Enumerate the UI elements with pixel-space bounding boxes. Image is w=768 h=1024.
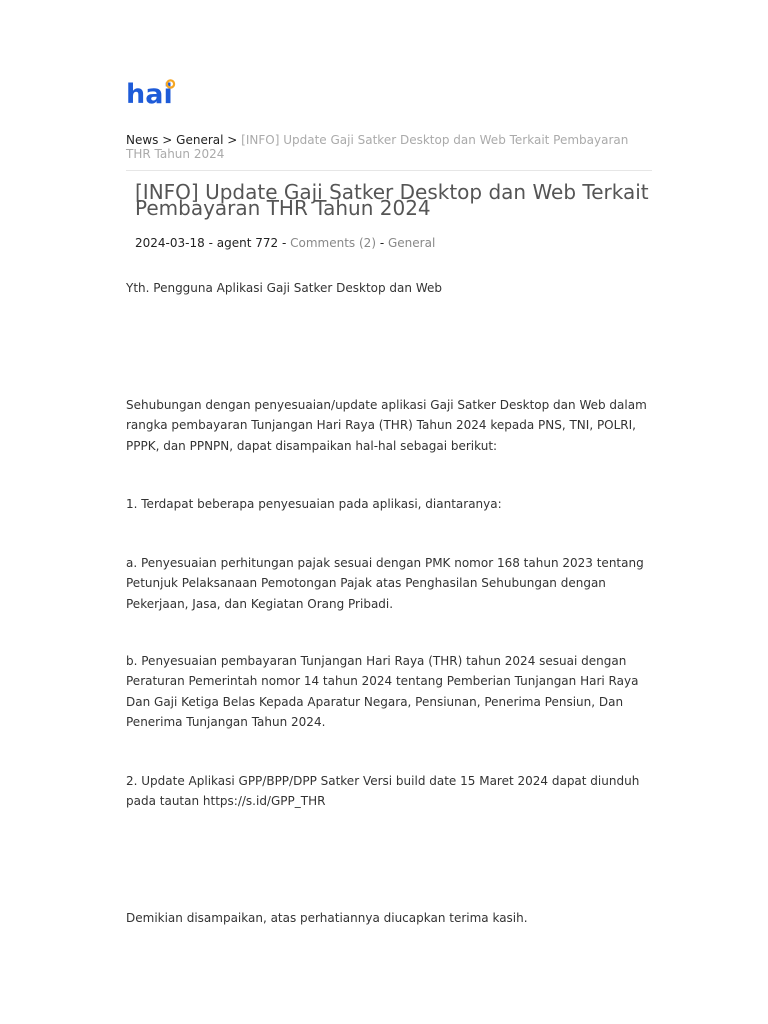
breadcrumb-current: [INFO] Update Gaji Satker Desktop dan Web Terkait Pembayaran THR Tahun 2024 (126, 133, 629, 161)
greeting-paragraph: Yth. Pengguna Aplikasi Gaji Satker Desktop dan Web (126, 281, 442, 295)
point-1-paragraph: 1. Terdapat beberapa penyesuaian pada aplikasi, diantaranya: (126, 497, 502, 511)
meta-separator: - (379, 236, 385, 250)
breadcrumb (126, 133, 646, 161)
article-date: 2024-03-18 (135, 236, 205, 250)
article-author: agent 772 (216, 236, 279, 250)
category-link[interactable]: General (388, 236, 436, 250)
meta-separator: - (208, 236, 213, 250)
divider (126, 170, 652, 171)
breadcrumb-separator: > (227, 133, 238, 147)
breadcrumb-item-news[interactable]: News (126, 133, 159, 147)
point-2-paragraph: 2. Update Aplikasi GPP/BPP/DPP Satker Versi build date 15 Maret 2024 dapat diunduh pada tautan https://s.id/GPP_THR (126, 774, 640, 809)
meta-separator: - (281, 236, 287, 250)
breadcrumb-item-general[interactable]: General (176, 133, 224, 147)
logo-text: hai (126, 79, 173, 107)
brand-logo[interactable] (126, 77, 178, 107)
point-1b-paragraph: b. Penyesuaian pembayaran Tunjangan Hari Raya (THR) tahun 2024 sesuai dengan Peraturan Pemerintah nomor 14 tahun 2024 tentang Pemberian Tunjangan Hari Raya Dan Gaji Ketiga Belas Kepada Aparatur Negara, Pensiunan, Penerima Pensiun, Dan Penerima Tunjangan Tahun 2024. (126, 654, 639, 729)
point-1a-paragraph: a. Penyesuaian perhitungan pajak sesuai dengan PMK nomor 168 tahun 2023 tentang Petunjuk Pelaksanaan Pemotongan Pajak atas Penghasilan Sehubungan dengan Pekerjaan, Jasa, dan Kegiatan Orang Pribadi. (126, 556, 644, 611)
intro-paragraph: Sehubungan dengan penyesuaian/update aplikasi Gaji Satker Desktop dan Web dalam rangka pembayaran Tunjangan Hari Raya (THR) Tahun 2024 kepada PNS, TNI, POLRI, PPPK, dan PPNPN, dapat disampaikan hal-hal sebagai berikut: (126, 398, 647, 453)
breadcrumb-separator: > (162, 133, 173, 147)
comments-link[interactable]: Comments (2) (290, 236, 376, 250)
hai-logo-icon (126, 77, 178, 107)
article-meta (135, 236, 435, 250)
article-title: [INFO] Update Gaji Satker Desktop dan Web Terkait Pembayaran THR Tahun 2024 (135, 180, 649, 220)
closing-paragraph: Demikian disampaikan, atas perhatiannya diucapkan terima kasih. (126, 911, 528, 925)
